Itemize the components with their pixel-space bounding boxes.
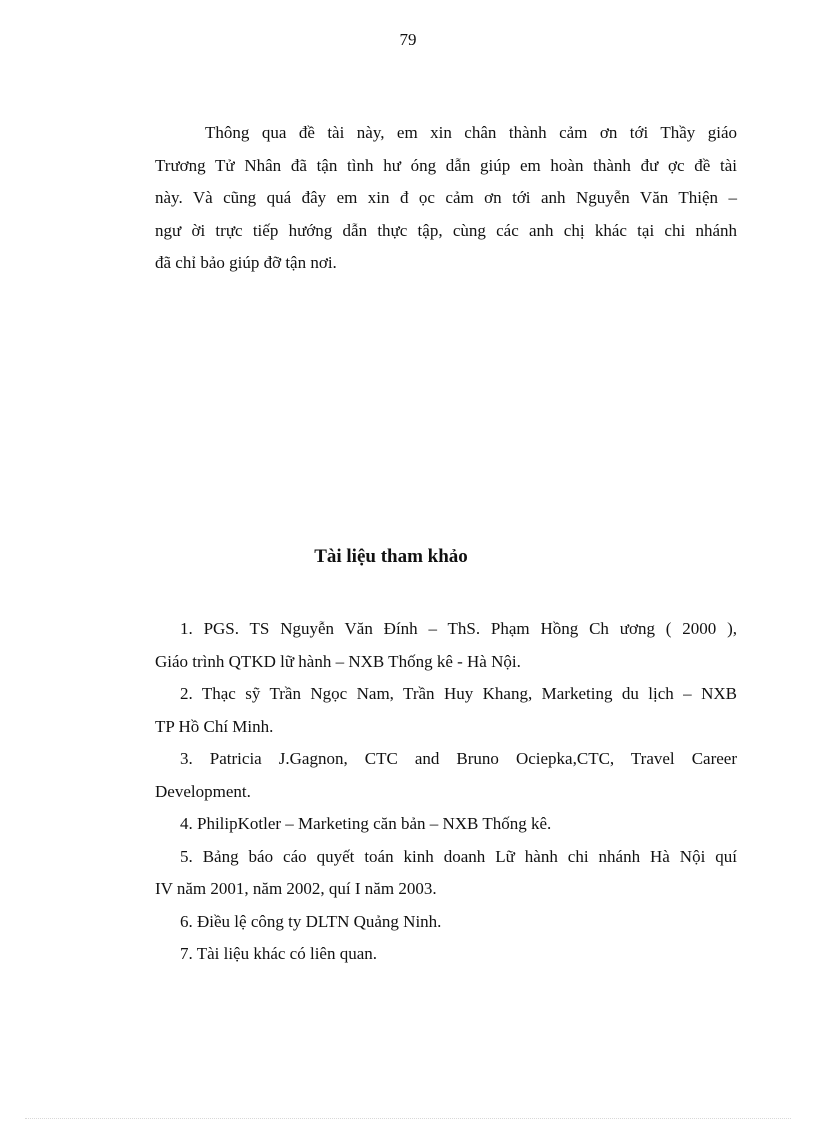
reference-text: 6. Điều lệ công ty DLTN Quảng Ninh. xyxy=(180,911,442,931)
reference-text: 3. Patricia J.Gagnon, CTC and Bruno Ociepka,CTC, Travel Career xyxy=(180,749,737,768)
references-list xyxy=(155,613,737,971)
reference-item xyxy=(155,938,737,971)
reference-text-continued: TP Hồ Chí Minh. xyxy=(155,716,274,736)
reference-text-continued: Development. xyxy=(155,781,251,801)
reference-text: 7. Tài liệu khác có liên quan. xyxy=(180,944,378,963)
reference-text-continued: Giáo trình QTKD lữ hành – NXB Thống kê - Hà Nội. xyxy=(155,651,521,671)
reference-item xyxy=(155,743,737,808)
page-number: 79 xyxy=(399,30,417,49)
reference-text: 4. PhilipKotler – Marketing căn bản – NXB Thống kê. xyxy=(180,814,552,833)
reference-item xyxy=(155,906,737,939)
reference-text-continued: IV năm 2001, năm 2002, quí I năm 2003. xyxy=(155,879,437,898)
reference-item xyxy=(155,613,737,678)
reference-item xyxy=(155,678,737,743)
reference-text: 5. Bảng báo cáo quyết toán kinh doanh Lữ hành chi nhánh Hà Nội quí xyxy=(180,846,737,866)
reference-text: 1. PGS. TS Nguyễn Văn Đính – ThS. Phạm Hồng Ch ương ( 2000 ), xyxy=(180,619,737,638)
acknowledgement-line: ngư ời trực tiếp hướng dẫn thực tập, cùng các anh chị khác tại chi nhánh xyxy=(155,220,737,240)
acknowledgement-paragraph xyxy=(155,117,737,280)
page-bottom-divider xyxy=(25,1118,791,1119)
acknowledgement-line: Trương Tử Nhân đã tận tình hư óng dẫn giúp em hoàn thành đư ợc đề tài xyxy=(155,155,737,175)
reference-item xyxy=(155,808,737,841)
acknowledgement-line: đã chỉ bảo giúp đỡ tận nơi. xyxy=(155,253,337,272)
references-title: Tài liệu tham khảo xyxy=(314,546,468,567)
acknowledgement-line: này. Và cũng quá đây em xin đ ọc cảm ơn tới anh Nguyễn Văn Thiện – xyxy=(155,188,737,207)
reference-item xyxy=(155,841,737,906)
acknowledgement-line: Thông qua đề tài này, em xin chân thành cảm ơn tới Thầy giáo xyxy=(205,123,737,142)
reference-text: 2. Thạc sỹ Trần Ngọc Nam, Trần Huy Khang, Marketing du lịch – NXB xyxy=(180,684,737,703)
